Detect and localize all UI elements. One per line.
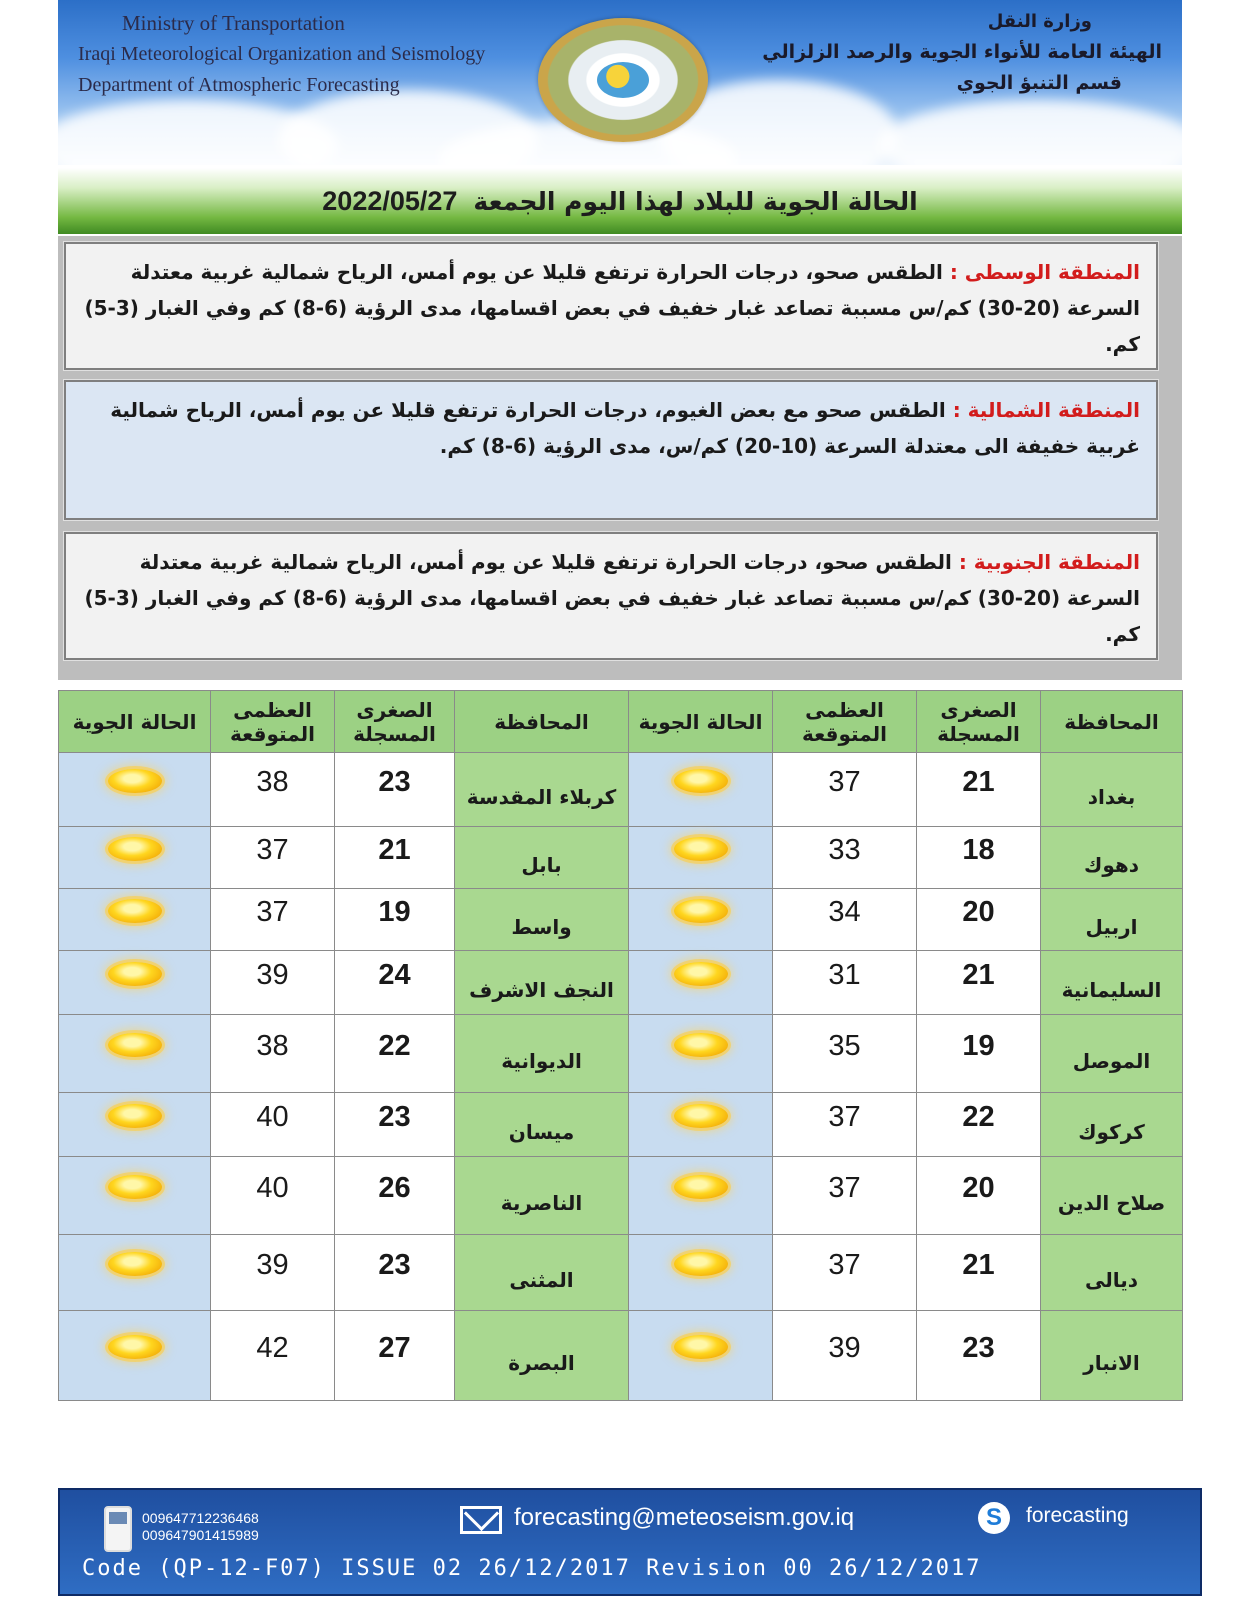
- region-north: [64, 380, 1158, 520]
- max-temperature-cell: [773, 1311, 917, 1401]
- weather-cell: [59, 889, 211, 951]
- weather-cell: [629, 1311, 773, 1401]
- min-temperature-cell: [335, 827, 455, 889]
- governorate-name: السليمانية: [1061, 977, 1162, 1002]
- governorate-cell: [1041, 827, 1183, 889]
- max-temperature-cell: [773, 1015, 917, 1093]
- min-temperature-cell: [917, 1015, 1041, 1093]
- weather-cell: [629, 827, 773, 889]
- min-temperature-cell: [917, 951, 1041, 1015]
- column-header-weather: [629, 691, 773, 753]
- column-header-label: العظمى المتوقعة: [230, 697, 315, 746]
- max-temperature-cell: [211, 889, 335, 951]
- organization-name-ar: الهيئة العامة للأنواء الجوية والرصد الزلزالي: [762, 41, 1162, 63]
- sun-icon: [108, 1335, 162, 1359]
- region-name: المنطقة الجنوبية :: [958, 550, 1140, 574]
- governorate-name: البصرة: [508, 1350, 575, 1375]
- region-south: [64, 532, 1158, 660]
- governorate-name: دهوك: [1084, 852, 1139, 877]
- sun-icon: [674, 1175, 728, 1199]
- min-temperature: 20: [962, 1172, 995, 1204]
- weather-cell: [59, 1015, 211, 1093]
- sun-icon: [108, 899, 162, 923]
- sun-icon: [108, 962, 162, 986]
- max-temperature: 42: [256, 1332, 289, 1364]
- regions-panel: [58, 236, 1182, 680]
- min-temperature: 23: [378, 766, 411, 798]
- governorate-cell: [455, 889, 629, 951]
- max-temperature: 40: [256, 1172, 289, 1204]
- skype-account: forecasting: [1026, 1504, 1129, 1527]
- min-temperature: 26: [378, 1172, 411, 1204]
- governorate-name: الموصل: [1072, 1048, 1151, 1073]
- max-temperature-cell: [211, 827, 335, 889]
- min-temperature-cell: [335, 951, 455, 1015]
- column-header-min: [917, 691, 1041, 753]
- weather-cell: [59, 753, 211, 827]
- weather-cell: [629, 1093, 773, 1157]
- sun-icon: [108, 1252, 162, 1276]
- governorate-cell: [1041, 753, 1183, 827]
- governorate-name: كربلاء المقدسة: [466, 784, 617, 809]
- max-temperature: 38: [256, 766, 289, 798]
- max-temperature-cell: [211, 1235, 335, 1311]
- governorate-cell: [455, 951, 629, 1015]
- min-temperature: 21: [962, 766, 995, 798]
- weather-cell: [59, 1311, 211, 1401]
- max-temperature-cell: [773, 753, 917, 827]
- sun-icon: [108, 837, 162, 861]
- phone-number-2: 009647901415989: [142, 1527, 259, 1543]
- min-temperature-cell: [335, 1015, 455, 1093]
- weather-cell: [629, 1157, 773, 1235]
- column-header-label: الحالة الجوية: [72, 709, 197, 734]
- min-temperature-cell: [917, 1157, 1041, 1235]
- sun-icon: [674, 1252, 728, 1276]
- organization-name-en: Iraqi Meteorological Organization and Seismology: [78, 43, 486, 65]
- weather-cell: [629, 951, 773, 1015]
- max-temperature: 37: [256, 834, 289, 866]
- max-temperature-cell: [773, 951, 917, 1015]
- governorate-name: النجف الاشرف: [469, 977, 614, 1002]
- governorate-cell: [1041, 889, 1183, 951]
- column-header-max: [773, 691, 917, 753]
- min-temperature: 21: [378, 834, 411, 866]
- max-temperature: 38: [256, 1030, 289, 1062]
- region-text: الطقس صحو، درجات الحرارة ترتفع قليلا عن يوم أمس، الرياح شمالية غربية معتدلة السرعة (20-30) كم/س مسببة تصاعد غبار خفيف في بعض اقسامها، مدى الرؤية (6-8) كم وفي الغبار (3-5) كم.: [84, 550, 1140, 646]
- min-temperature: 23: [962, 1332, 995, 1364]
- min-temperature: 23: [378, 1249, 411, 1281]
- phone-icon: [104, 1506, 132, 1552]
- governorate-cell: [455, 1093, 629, 1157]
- region-name: المنطقة الوسطى :: [949, 260, 1140, 284]
- max-temperature: 35: [828, 1030, 861, 1062]
- max-temperature-cell: [211, 1093, 335, 1157]
- governorate-name: بابل: [521, 852, 562, 877]
- sun-icon: [674, 1033, 728, 1057]
- max-temperature-cell: [211, 951, 335, 1015]
- max-temperature-cell: [211, 1157, 335, 1235]
- column-header-min: [335, 691, 455, 753]
- region-central: [64, 242, 1158, 370]
- min-temperature-cell: [917, 827, 1041, 889]
- weather-cell: [59, 1157, 211, 1235]
- sun-icon: [108, 1033, 162, 1057]
- max-temperature: 40: [256, 1101, 289, 1133]
- min-temperature-cell: [917, 889, 1041, 951]
- min-temperature: 20: [962, 896, 995, 928]
- governorate-name: ميسان: [508, 1119, 575, 1144]
- governorate-name: بغداد: [1087, 784, 1136, 809]
- governorate-name: الانبار: [1083, 1350, 1140, 1375]
- weather-cell: [59, 1093, 211, 1157]
- governorate-cell: [455, 1311, 629, 1401]
- mail-icon: [460, 1506, 502, 1534]
- min-temperature-cell: [917, 753, 1041, 827]
- min-temperature: 21: [962, 1249, 995, 1281]
- sun-icon: [674, 769, 728, 793]
- governorate-cell: [1041, 1093, 1183, 1157]
- weather-cell: [59, 827, 211, 889]
- column-header-label: المحافظة: [494, 709, 589, 734]
- min-temperature-cell: [917, 1311, 1041, 1401]
- max-temperature-cell: [211, 1311, 335, 1401]
- min-temperature-cell: [335, 1235, 455, 1311]
- max-temperature: 37: [256, 896, 289, 928]
- region-name: المنطقة الشمالية :: [952, 398, 1140, 422]
- department-name-en: Department of Atmospheric Forecasting: [78, 74, 400, 96]
- min-temperature-cell: [335, 889, 455, 951]
- min-temperature-cell: [917, 1235, 1041, 1311]
- governorate-name: المثنى: [509, 1267, 574, 1292]
- column-header-gov: [455, 691, 629, 753]
- min-temperature: 24: [378, 959, 411, 991]
- governorate-name: كركوك: [1078, 1119, 1145, 1144]
- max-temperature-cell: [211, 753, 335, 827]
- sun-icon: [674, 899, 728, 923]
- phone-numbers: [142, 1510, 259, 1544]
- column-header-label: المحافظة: [1064, 709, 1159, 734]
- forecast-table: [58, 690, 1183, 1401]
- max-temperature-cell: [773, 1157, 917, 1235]
- max-temperature-cell: [211, 1015, 335, 1093]
- column-header-label: العظمى المتوقعة: [802, 697, 887, 746]
- sun-icon: [674, 1335, 728, 1359]
- weather-cell: [629, 753, 773, 827]
- column-header-label: الحالة الجوية: [638, 709, 763, 734]
- governorate-cell: [1041, 1235, 1183, 1311]
- weather-cell: [629, 889, 773, 951]
- max-temperature: 39: [256, 1249, 289, 1281]
- max-temperature: 31: [828, 959, 861, 991]
- document-code-line: Code (QP-12-F07) ISSUE 02 26/12/2017 Revision 00 26/12/2017: [82, 1556, 982, 1581]
- weather-cell: [629, 1235, 773, 1311]
- weather-cell: [629, 1015, 773, 1093]
- governorate-cell: [455, 1015, 629, 1093]
- max-temperature: 37: [828, 1101, 861, 1133]
- column-header-label: الصغرى المسجلة: [353, 697, 436, 746]
- logo-sun-cloud-icon: [597, 62, 649, 98]
- sun-icon: [108, 1104, 162, 1128]
- governorate-cell: [1041, 1311, 1183, 1401]
- ministry-name-ar: وزارة النقل: [987, 11, 1092, 32]
- max-temperature: 39: [828, 1332, 861, 1364]
- governorate-cell: [455, 1157, 629, 1235]
- governorate-name: اربيل: [1085, 914, 1138, 939]
- max-temperature: 37: [828, 1249, 861, 1281]
- min-temperature-cell: [335, 753, 455, 827]
- phone-number-1: 009647712236468: [142, 1510, 259, 1526]
- governorate-name: الديوانية: [501, 1048, 582, 1073]
- governorate-name: صلاح الدين: [1057, 1190, 1166, 1215]
- ministry-name-en: Ministry of Transportation: [122, 11, 345, 35]
- sun-icon: [674, 837, 728, 861]
- max-temperature-cell: [773, 889, 917, 951]
- footer-bar: [58, 1488, 1202, 1596]
- max-temperature: 37: [828, 766, 861, 798]
- max-temperature: 37: [828, 1172, 861, 1204]
- min-temperature: 21: [962, 959, 995, 991]
- max-temperature-cell: [773, 1235, 917, 1311]
- email-address[interactable]: forecasting@meteoseism.gov.iq: [514, 1504, 855, 1531]
- header-arabic: [762, 6, 1162, 99]
- skype-icon: S: [978, 1502, 1010, 1534]
- report-title: الحالة الجوية للبلاد لهذا اليوم الجمعة: [473, 186, 918, 216]
- min-temperature: 19: [378, 896, 411, 928]
- column-header-gov: [1041, 691, 1183, 753]
- min-temperature: 22: [962, 1101, 995, 1133]
- column-header-max: [211, 691, 335, 753]
- report-date: 2022/05/27: [322, 185, 458, 216]
- min-temperature: 22: [378, 1030, 411, 1062]
- governorate-cell: [1041, 1157, 1183, 1235]
- max-temperature: 33: [828, 834, 861, 866]
- max-temperature: 34: [828, 896, 861, 928]
- governorate-cell: [455, 753, 629, 827]
- min-temperature: 23: [378, 1101, 411, 1133]
- region-text: الطقس صحو، درجات الحرارة ترتفع قليلا عن يوم أمس، الرياح شمالية غربية معتدلة السرعة (20-30) كم/س مسببة تصاعد غبار خفيف في بعض اقسامها، مدى الرؤية (6-8) كم وفي الغبار (3-5) كم.: [84, 260, 1140, 356]
- min-temperature: 27: [378, 1332, 411, 1364]
- min-temperature-cell: [335, 1157, 455, 1235]
- governorate-cell: [455, 1235, 629, 1311]
- header-banner: [58, 0, 1182, 165]
- header-english: [78, 8, 485, 101]
- weather-cell: [59, 1235, 211, 1311]
- max-temperature-cell: [773, 1093, 917, 1157]
- department-name-ar: قسم التنبؤ الجوي: [956, 72, 1122, 94]
- sun-icon: [674, 962, 728, 986]
- region-text: الطقس صحو مع بعض الغيوم، درجات الحرارة ترتفع قليلا عن يوم أمس، الرياح شمالية غربية خفيفة الى معتدلة السرعة (10-20) كم/س، مدى الرؤية (6-8) كم.: [110, 398, 1140, 458]
- weather-cell: [59, 951, 211, 1015]
- min-temperature-cell: [335, 1311, 455, 1401]
- min-temperature-cell: [335, 1093, 455, 1157]
- governorate-cell: [1041, 951, 1183, 1015]
- governorate-cell: [455, 827, 629, 889]
- sun-icon: [108, 769, 162, 793]
- column-header-label: الصغرى المسجلة: [937, 697, 1020, 746]
- governorate-name: واسط: [511, 914, 572, 939]
- min-temperature: 19: [962, 1030, 995, 1062]
- governorate-name: الناصرية: [500, 1190, 583, 1215]
- column-header-weather: [59, 691, 211, 753]
- governorate-cell: [1041, 1015, 1183, 1093]
- max-temperature: 39: [256, 959, 289, 991]
- max-temperature-cell: [773, 827, 917, 889]
- sun-icon: [108, 1175, 162, 1199]
- sun-icon: [674, 1104, 728, 1128]
- organization-logo: [538, 18, 708, 142]
- governorate-name: ديالى: [1084, 1267, 1139, 1292]
- min-temperature: 18: [962, 834, 995, 866]
- report-title-bar: [58, 168, 1182, 234]
- min-temperature-cell: [917, 1093, 1041, 1157]
